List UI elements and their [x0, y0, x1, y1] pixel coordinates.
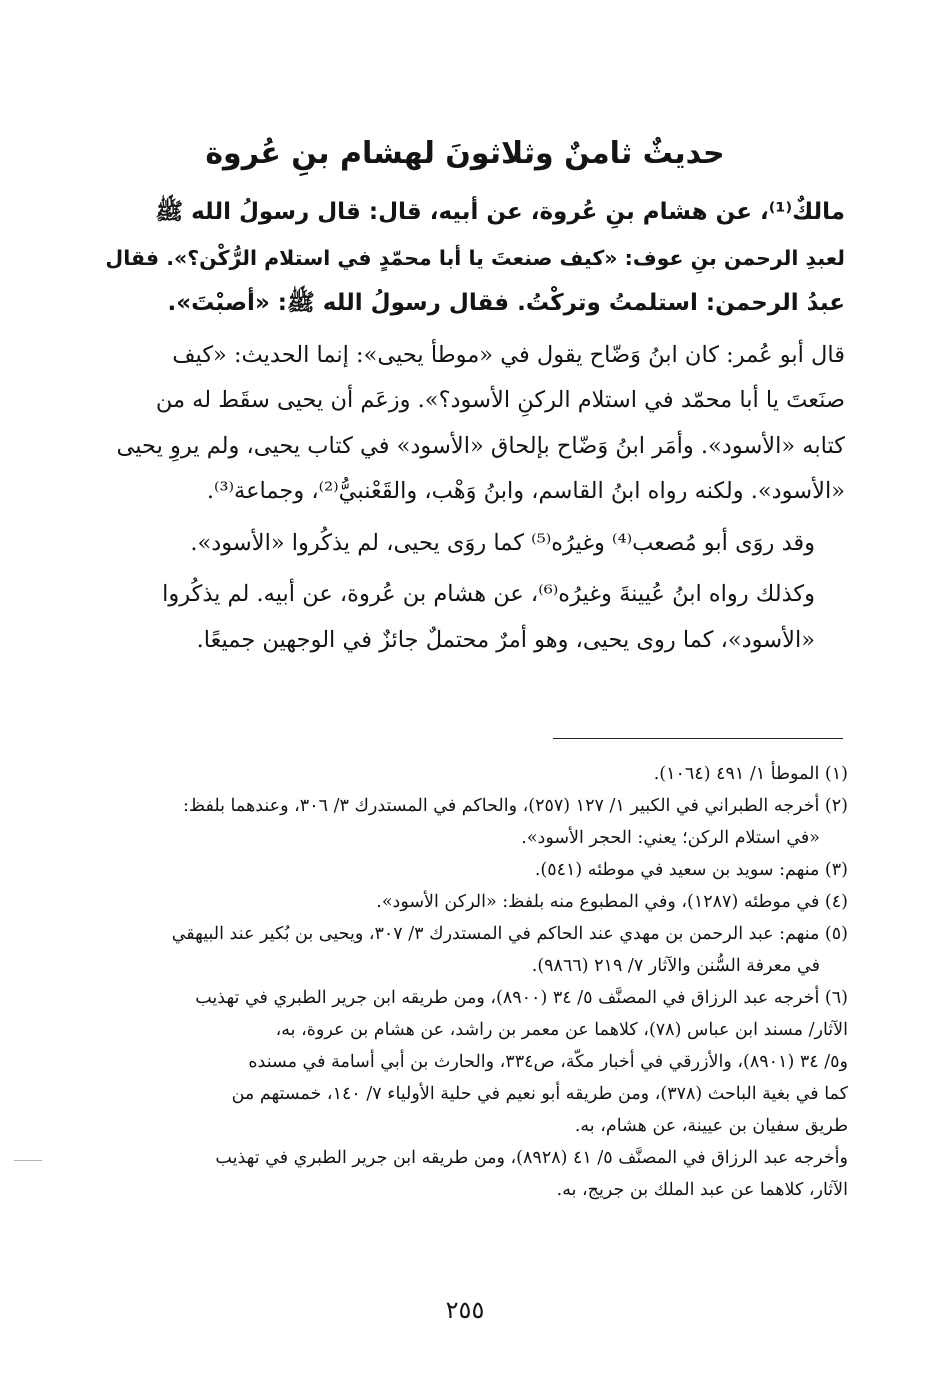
text-line: كتابه «الأسود». وأمَر ابنُ وَضّاح بإلحاق «الأسود» في كتاب يحيى، ولم يروِ يحيى — [116, 432, 845, 459]
footnote-line: (٤) في موطئه (١٢٨٧)، وفي المطبوع منه بلفظ: «الركن الأسود». — [376, 892, 848, 912]
footnote-line: في معرفة السُّنن والآثار ٧/ ٢١٩ (٩٨٦٦). — [531, 956, 820, 976]
footnote-3 — [100, 854, 848, 886]
text-line: «الأسود»، كما روى يحيى، وهو أمرٌ محتملٌ جائزٌ في الوجهين جميعًا. — [196, 626, 815, 653]
footnote-2 — [100, 790, 848, 854]
text-line: مالكٌ⁽¹⁾، عن هشام بنِ عُروة، عن أبيه، قال: قال رسولُ الله ﷺ — [155, 199, 845, 225]
text-line: صنَعتَ يا أبا محمّد في استلام الركنِ الأسود؟». وزعَم أن يحيى سقَط له من — [155, 387, 845, 413]
text-line: لعبدِ الرحمن بنِ عوف: «كيف صنعتَ يا أبا محمّدٍ في استلام الرُّكْن؟». فقال — [105, 245, 845, 270]
footnote-line: (١) الموطأ ١/ ٤٩١ (١٠٦٤). — [653, 764, 848, 784]
footnote-line: الآثار/ مسند ابن عباس (٧٨)، كلاهما عن معمر بن راشد، عن هشام بن عروة، به، — [275, 1020, 848, 1040]
footnote-line: و٥/ ٣٤ (٨٩٠١)، والأزرقي في أخبار مكّة، ص٣٣٤، والحارث بن أبي أسامة في مسنده — [248, 1052, 848, 1072]
footnote-line: طريق سفيان بن عيينة، عن هشام، به. — [574, 1116, 848, 1136]
commentary-paragraph — [100, 521, 845, 567]
commentary-paragraph — [100, 333, 845, 515]
footnote-5 — [100, 918, 848, 982]
text-line: «الأسود». ولكنه رواه ابنُ القاسم، وابنُ وَهْب، والقَعْنبيُّ⁽²⁾، وجماعة⁽³⁾. — [206, 478, 845, 504]
text-line: وكذلك رواه ابنُ عُيينةَ وغيرُه⁽⁶⁾، عن هشام بن عُروة، عن أبيه. لم يذكُروا — [162, 581, 815, 607]
commentary-paragraph — [100, 572, 845, 663]
text-line: قال أبو عُمر: كان ابنُ وَضّاح يقول في «موطأ يحيى»: إنما الحديث: «كيف — [172, 341, 845, 368]
text-line: عبدُ الرحمن: استلمتُ وتركْتُ. فقال رسولُ الله ﷺ: «أصبْتَ». — [167, 290, 845, 316]
hadith-title: حديثٌ ثامنٌ وثلاثونَ لهشام بنِ عُروة — [205, 136, 725, 172]
footnote-line: كما في بغية الباحث (٣٧٨)، ومن طريقه أبو نعيم في حلية الأولياء ٧/ ١٤٠، خمستهم من — [231, 1084, 848, 1104]
hadith-text-paragraph — [100, 190, 845, 327]
footnote-line: (٣) منهم: سويد بن سعيد في موطئه (٥٤١). — [534, 860, 848, 880]
footnote-separator — [553, 738, 843, 739]
footnote-line: الآثار، كلاهما عن عبد الملك بن جريج، به. — [556, 1180, 848, 1200]
footnote-6 — [100, 982, 848, 1206]
main-text — [100, 190, 845, 669]
footnote-line: وأخرجه عبد الرزاق في المصنَّف ٥/ ٤١ (٨٩٢٨)، ومن طريقه ابن جرير الطبري في تهذيب — [215, 1148, 848, 1168]
footnote-line: «في استلام الركن؛ يعني: الحجر الأسود». — [521, 828, 820, 848]
footnote-1 — [100, 758, 848, 790]
footnotes — [100, 758, 848, 1206]
footnote-line: (٥) منهم: عبد الرحمن بن مهدي عند الحاكم في المستدرك ٣/ ٣٠٧، ويحيى بن بُكير عند البيهقي — [171, 924, 848, 944]
scan-mark — [14, 1160, 42, 1161]
footnote-4 — [100, 886, 848, 918]
footnote-line: (٢) أخرجه الطبراني في الكبير ١/ ١٢٧ (٢٥٧)، والحاكم في المستدرك ٣/ ٣٠٦، وعندهما بلفظ: — [182, 796, 848, 816]
text-line: وقد روَى أبو مُصعب⁽⁴⁾ وغيرُه⁽⁵⁾ كما روَى يحيى، لم يذكُروا «الأسود». — [190, 529, 815, 556]
page-number: ٢٥٥ — [445, 1296, 485, 1324]
footnote-line: (٦) أخرجه عبد الرزاق في المصنَّف ٥/ ٣٤ (٨٩٠٠)، ومن طريقه ابن جرير الطبري في تهذيب — [195, 988, 848, 1008]
